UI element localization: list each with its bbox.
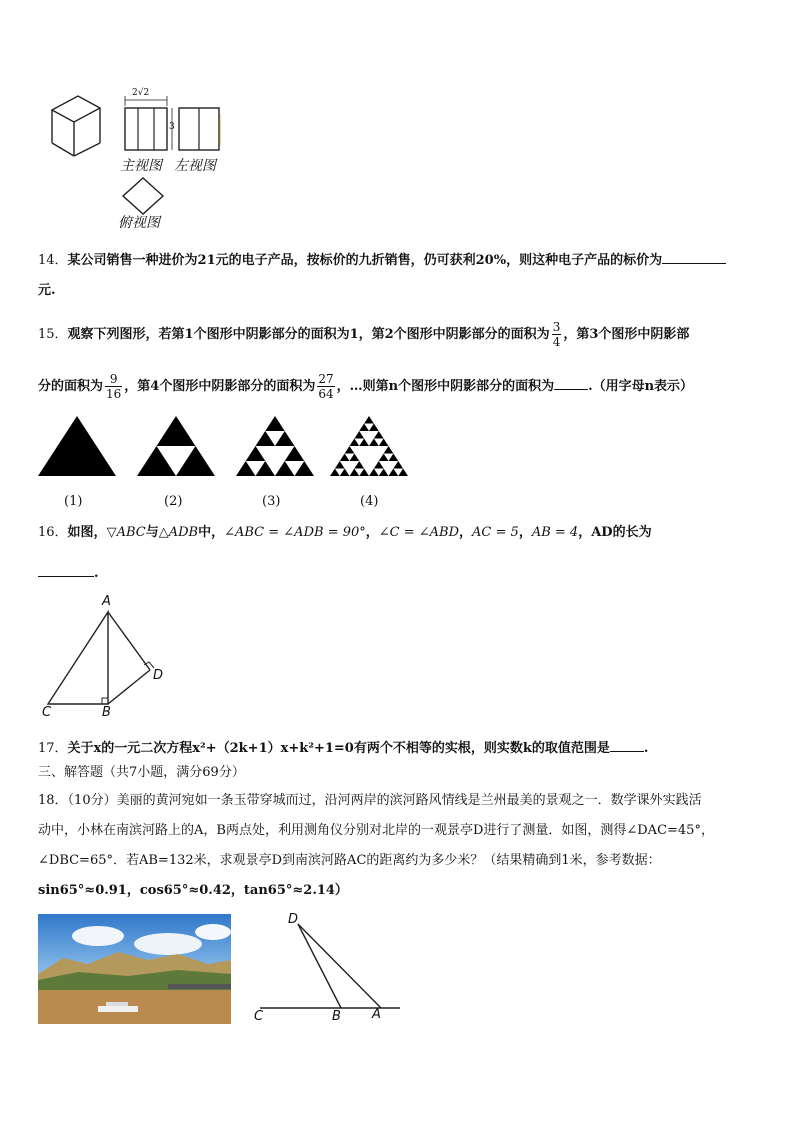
q15-answer-blank	[554, 375, 588, 390]
top-view-label: 俯视图	[118, 215, 160, 231]
figure-caption-2: (2)	[164, 494, 183, 509]
question-18-line3	[38, 851, 661, 871]
q16-triangle-figure	[36, 594, 176, 724]
q14-number: 14．	[38, 253, 68, 268]
q16-sep3: ，	[518, 525, 532, 540]
question-14	[38, 249, 726, 271]
q14-answer-blank	[662, 249, 726, 264]
q18-geometry-drawing	[250, 912, 405, 1027]
figure-caption-4: (4)	[360, 494, 379, 509]
q16-text-a: 如图，	[67, 525, 107, 540]
q15-fraction-9-16: $\frac{9}{16}$	[106, 372, 122, 401]
dimension-side-label: 3	[169, 122, 175, 132]
section-3-title: 三、解答题（共7小题，满分69分）	[38, 765, 245, 780]
front-view-label: 主视图	[120, 158, 162, 174]
left-view-label: 左视图	[174, 158, 216, 174]
triangle-symbol-icon: △	[158, 525, 169, 540]
question-15-line1	[38, 318, 689, 352]
q18-label-d: D	[288, 912, 299, 927]
q15-part1: 观察下列图形，若第1个图形中阴影部分的面积为1，第2个图形中阴影部分的面积为	[67, 327, 550, 342]
q18-label-a: A	[372, 1007, 381, 1022]
triangle-symbol-icon: ▽	[106, 525, 117, 540]
question-16-answer	[38, 562, 99, 584]
q15-part6: .（用字母n表示）	[588, 379, 694, 394]
q14-text: 某公司销售一种进价为21元的电子产品，按标价的九折销售，仍可获利20%，则这种电子产品的标价为	[67, 253, 663, 268]
q16-cond1: ∠ABC = ∠ADB = 90°	[224, 525, 366, 540]
q16-label-c: C	[42, 705, 52, 720]
section-3-heading	[38, 763, 245, 783]
q18-line1: 18．（10分）美丽的黄河宛如一条玉带穿城而过，沿河两岸的滨河路风情线是兰州最美的景观之一．数学课外实践活	[38, 793, 702, 808]
q15-part5: ，…则第n个图形中阴影部分的面积为	[336, 379, 555, 394]
q14-unit: 元.	[38, 283, 56, 298]
question-18-line1	[38, 791, 702, 811]
q16-text-b: 与	[145, 525, 159, 540]
q15-fraction-27-64: $\frac{27}{64}$	[318, 372, 334, 401]
q16-answer-blank	[38, 562, 94, 577]
question-14-unit	[38, 281, 56, 301]
question-18-line4	[38, 881, 348, 901]
q16-label-d: D	[153, 668, 164, 683]
q18-label-b: B	[332, 1009, 341, 1024]
q16-sep1: ，	[365, 525, 379, 540]
river-landscape-photo	[38, 914, 231, 1024]
three-views-figure	[48, 88, 228, 233]
question-17	[38, 737, 648, 759]
q16-text-c: 中，	[198, 525, 225, 540]
q18-geometry-figure	[250, 912, 405, 1027]
q16-label-b: B	[102, 705, 111, 720]
q17-number: 17．	[38, 741, 68, 756]
q18-line2: 动中，小林在南滨河路上的A，B两点处，利用测角仪分别对北岸的一观景亭D进行了测量．如图，测得∠DAC=45°，	[38, 823, 714, 838]
q17-answer-blank	[610, 737, 644, 752]
q16-text-d: ，AD的长为	[578, 525, 652, 540]
q16-cond2: ∠C = ∠ABD	[378, 525, 460, 540]
q18-line4: sin65°≈0.91，cos65°≈0.42，tan65°≈2.14）	[38, 883, 348, 898]
figure-caption-1: (1)	[64, 494, 83, 509]
q15-part2: ，第3个图形中阴影部	[563, 327, 690, 342]
sierpinski-drawing	[36, 410, 424, 480]
q16-tri2: ADB	[168, 525, 199, 540]
q15-number: 15．	[38, 327, 68, 342]
q17-end: .	[643, 741, 649, 756]
q17-text: 关于x的一元二次方程x²+（2k+1）x+k²+1=0有两个不相等的实根，则实数k的取值范围是	[67, 741, 610, 756]
q16-end: .	[94, 566, 99, 581]
q16-cond3: AC = 5	[472, 525, 519, 540]
q15-part4: ，第4个图形中阴影部分的面积为	[124, 379, 316, 394]
sierpinski-figures	[36, 410, 424, 510]
question-18-line2	[38, 821, 714, 841]
q15-fraction-3-4: $\frac{3}{4}$	[552, 320, 561, 349]
river-photo-drawing	[38, 914, 231, 1024]
q18-label-c: C	[254, 1009, 264, 1024]
q16-tri1: ABC	[116, 525, 146, 540]
dimension-top-label: 2√2	[132, 88, 150, 98]
question-15-line2	[38, 370, 693, 404]
q15-part3: 分的面积为	[38, 379, 104, 394]
q18-line3: ∠DBC=65°．若AB=132米，求观景亭D到南滨河路AC的距离约为多少米？（结果精确到1米，参考数据：	[38, 853, 661, 868]
q16-label-a: A	[102, 594, 111, 609]
q16-number: 16．	[38, 525, 68, 540]
sierpinski-4	[330, 416, 408, 476]
q16-cond4: AB = 4	[531, 525, 579, 540]
question-16	[38, 523, 652, 543]
q16-sep2: ，	[459, 525, 473, 540]
figure-caption-3: (3)	[262, 494, 281, 509]
